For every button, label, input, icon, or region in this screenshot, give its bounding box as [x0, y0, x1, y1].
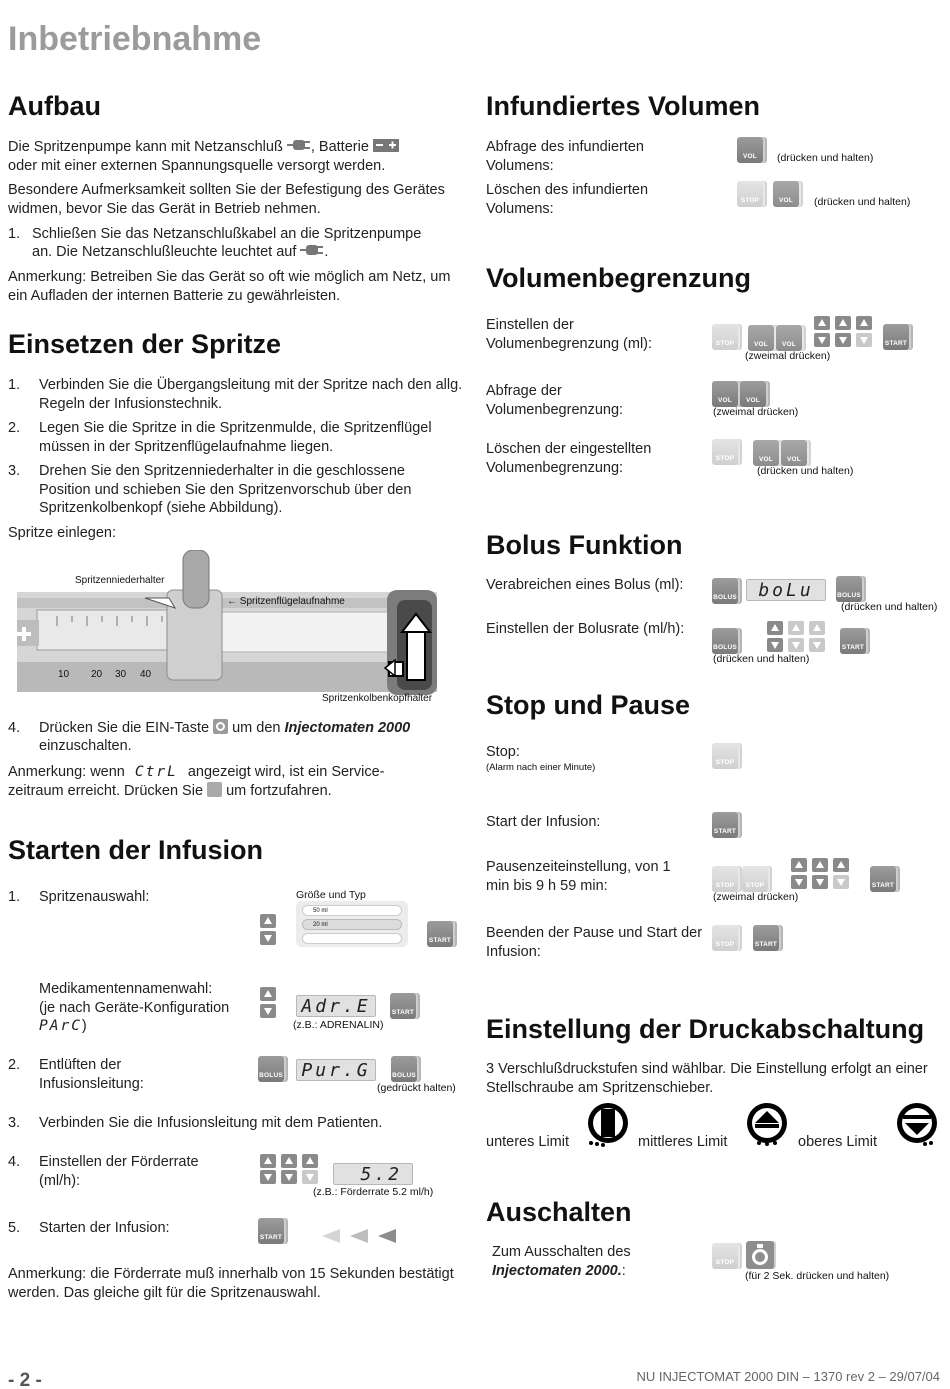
- caption: (zweimal drücken): [713, 406, 799, 418]
- bolus-einstellen-label: Einstellen der Bolusrate (ml/h):: [486, 621, 685, 637]
- aus-text-a: Zum Ausschalten des: [492, 1244, 631, 1260]
- syringe-size-panel: [296, 901, 408, 947]
- einsetzen-step-4: [8, 719, 468, 759]
- volumen-einstellen-label: Einstellen der Volumenbegrenzung (ml):: [486, 317, 653, 352]
- pressure-medium-icon: [745, 1101, 789, 1147]
- down-arrow-key[interactable]: [809, 638, 825, 652]
- volumen-loeschen-label: Löschen der eingestellten Volumenbegrenzung:: [486, 441, 652, 476]
- period: .: [324, 244, 329, 260]
- aufbau-p1b-text: , Batterie: [310, 139, 369, 155]
- pause-end-label: Beenden der Pause und Start der Infusion:: [486, 925, 703, 960]
- bolus-key[interactable]: BOLUS: [712, 628, 738, 654]
- bolus-key[interactable]: BOLUS: [391, 1056, 417, 1082]
- up-arrow-key[interactable]: [302, 1154, 318, 1168]
- vol-key[interactable]: VOL: [737, 137, 763, 163]
- caption: (drücken und halten): [814, 196, 911, 208]
- syringe-pump-illustration: [17, 550, 437, 710]
- start-infusion-label: Start der Infusion:: [486, 814, 601, 830]
- starten-step-1: [8, 888, 258, 908]
- paren: ): [81, 1018, 87, 1034]
- down-arrow-key[interactable]: [788, 638, 804, 652]
- caption: (drücken und halten): [841, 601, 938, 613]
- volumen-heading: Volumenbegrenzung: [486, 263, 752, 293]
- stop-sub-label: (Alarm nach einer Minute): [486, 762, 596, 773]
- oberes-limit-label: oberes Limit: [798, 1134, 877, 1150]
- up-arrow-key[interactable]: [788, 621, 804, 635]
- step-text: Starten der Infusion:: [39, 1220, 170, 1236]
- medikament-caption: (z.B.: ADRENALIN): [293, 1019, 384, 1031]
- start-key[interactable]: START: [753, 925, 779, 951]
- ctrl-display-text: CtrL: [134, 764, 178, 780]
- unteres-limit-label: unteres Limit: [486, 1134, 570, 1150]
- stop-key[interactable]: STOP: [712, 324, 738, 350]
- rate-display: 5.2: [333, 1163, 413, 1185]
- aufbau-paragraph-2: Besondere Aufmerksamkeit sollten Sie der Befestigung des Gerätes widmen, bevor Sie das Gerät in Betrieb nehmen.: [8, 182, 445, 217]
- start-key[interactable]: START: [870, 866, 896, 892]
- up-arrow-key[interactable]: [809, 621, 825, 635]
- running-arrows-icon: [322, 1228, 402, 1244]
- size-option-selected[interactable]: 20 ml: [302, 919, 402, 930]
- step-number: 2.: [8, 1057, 21, 1073]
- step-number: 4.: [8, 1154, 21, 1170]
- stop-heading: Stop und Pause: [486, 690, 691, 720]
- infundiert-abfrage-label: Abfrage des infundierten Volumens:: [486, 139, 644, 174]
- einsetzen-note: [8, 763, 478, 800]
- scale-label: 20: [91, 669, 103, 680]
- scale-label: 30: [115, 669, 127, 680]
- up-arrow-key[interactable]: [856, 316, 872, 330]
- down-arrow-key[interactable]: [856, 333, 872, 347]
- battery-icon: [373, 138, 399, 152]
- down-arrow-key[interactable]: [281, 1170, 297, 1184]
- page-number: - 2 -: [8, 1370, 42, 1389]
- aufbau-p1c-text: oder mit einer externen Spannungsquelle versorgt werden.: [8, 157, 386, 174]
- size-option[interactable]: 50 ml: [302, 905, 402, 916]
- aus-text: [492, 1243, 702, 1280]
- starten-heading: Starten der Infusion: [8, 835, 264, 865]
- aufbau-step-1-line-a: Schließen Sie das Netzanschlußkabel an die Spritzenpumpe: [32, 226, 422, 242]
- medik-line-a: Medikamentennamenwahl:: [39, 981, 213, 997]
- step-text: Entlüften der Infusionsleitung:: [39, 1057, 144, 1092]
- down-arrow-key[interactable]: [791, 875, 807, 889]
- start-key[interactable]: START: [427, 921, 453, 947]
- label-niederhalter: Spritzenniederhalter: [75, 575, 165, 586]
- page-title: Inbetriebnahme: [8, 20, 262, 58]
- purge-caption: (gedrückt halten): [377, 1082, 456, 1094]
- up-arrow-key[interactable]: [833, 858, 849, 872]
- aufbau-step-1-text-b: an. Die Netzanschlußleuchte leuchtet auf: [32, 244, 297, 260]
- aufbau-p1-text: Die Spritzenpumpe kann mit Netzanschluß: [8, 139, 283, 155]
- caption: (drücken und halten): [757, 465, 854, 477]
- start-key-icon: [207, 782, 222, 797]
- infundiert-loeschen-label: Löschen des infundierten Volumens:: [486, 182, 649, 217]
- bolus-verabreichen-label: Verabreichen eines Bolus (ml):: [486, 577, 684, 593]
- stop-key[interactable]: STOP: [712, 866, 738, 892]
- start-key[interactable]: START: [883, 324, 909, 350]
- stop-label: Stop:: [486, 744, 520, 760]
- down-arrow-key[interactable]: [767, 638, 783, 652]
- bolus-heading: Bolus Funktion: [486, 530, 683, 560]
- vol-key[interactable]: VOL: [753, 440, 779, 466]
- starten-note: Anmerkung: die Förderrate muß innerhalb von 15 Sekunden bestätigt werden. Das gleiche gilt für die Spritzenauswahl.: [8, 1266, 454, 1301]
- infundiert-heading: Infundiertes Volumen: [486, 91, 761, 121]
- down-arrow-key[interactable]: [812, 875, 828, 889]
- pause-label: Pausenzeiteinstellung, von 1 min bis 9 h 59 min:: [486, 859, 671, 894]
- caption: (drücken und halten): [777, 152, 874, 164]
- medikament-label: [39, 980, 259, 1036]
- stop-key[interactable]: STOP: [742, 866, 768, 892]
- down-arrow-key[interactable]: [833, 875, 849, 889]
- up-arrow-key[interactable]: [260, 987, 276, 1001]
- step-text: Verbinden Sie die Übergangsleitung mit der Spritze nach den allg. Regeln der Infusionstechnik.: [39, 377, 463, 412]
- step-text: Verbinden Sie die Infusionsleitung mit dem Patienten.: [39, 1115, 383, 1131]
- bolus-key[interactable]: BOLUS: [712, 578, 738, 604]
- start-key[interactable]: START: [390, 993, 416, 1019]
- step-4-text-a: Drücken Sie die EIN-Taste: [39, 720, 210, 736]
- parc-display-text: PArC: [39, 1018, 82, 1034]
- down-arrow-key[interactable]: [814, 333, 830, 347]
- colon: :: [621, 1262, 626, 1279]
- bolus-key[interactable]: BOLUS: [836, 576, 862, 602]
- product-name: Injectomaten 2000: [284, 720, 411, 736]
- medik-line-c: [39, 1017, 259, 1036]
- aus-heading: Auschalten: [486, 1197, 632, 1227]
- starten-step-2: [8, 1056, 258, 1096]
- up-arrow-key[interactable]: [791, 858, 807, 872]
- up-arrow-key[interactable]: [835, 316, 851, 330]
- aufbau-note: Anmerkung: Betreiben Sie das Gerät so oft wie möglich am Netz, um ein Aufladen der internen Batterie zu gewährleisten.: [8, 269, 451, 304]
- step-number: 5.: [8, 1220, 21, 1236]
- caption: (zweimal drücken): [713, 891, 799, 903]
- caption: (für 2 Sek. drücken und halten): [745, 1270, 890, 1282]
- caption: (drücken und halten): [713, 653, 810, 665]
- power-on-icon: [213, 719, 228, 734]
- medik-line-b: (je nach Geräte-Konfiguration: [39, 999, 230, 1016]
- stop-key[interactable]: STOP: [712, 925, 738, 951]
- step-4-text-b: um den: [232, 720, 281, 736]
- power-icon-stem: [757, 1244, 763, 1248]
- volumen-abfrage-label: Abfrage der Volumenbegrenzung:: [486, 383, 624, 418]
- note-text-b: angezeigt wird, ist ein Service-: [187, 764, 385, 780]
- scale-label: 10: [58, 669, 70, 680]
- caption: (zweimal drücken): [745, 350, 831, 362]
- vol-key[interactable]: VOL: [740, 381, 766, 407]
- druck-heading: Einstellung der Druckabschaltung: [486, 1014, 925, 1044]
- step-number: 3.: [8, 1115, 21, 1131]
- label-fluegel: Spritzenflügelaufnahme: [239, 596, 345, 607]
- druck-text: 3 Verschlußdruckstufen sind wählbar. Die Einstellung erfolgt an einer Stellschraube am Spritzenschieber.: [486, 1061, 928, 1096]
- start-key[interactable]: START: [712, 812, 738, 838]
- label-fluegel-wrap: ← Spritzenflügelaufnahme: [227, 596, 345, 607]
- note-text-d: um fortzufahren.: [226, 782, 332, 799]
- step-text: Spritzenauswahl:: [39, 889, 150, 905]
- down-arrow-key[interactable]: [260, 1170, 276, 1184]
- product-name: Injectomaten 2000.: [492, 1262, 622, 1279]
- power-icon: [752, 1249, 768, 1265]
- vol-key[interactable]: VOL: [773, 181, 799, 207]
- up-arrow-key[interactable]: [814, 316, 830, 330]
- up-arrow-key[interactable]: [260, 1154, 276, 1168]
- spritze-einlegen-label: Spritze einlegen:: [8, 525, 117, 541]
- aufbau-step-1: [8, 225, 468, 265]
- rate-caption: (z.B.: Förderrate 5.2 ml/h): [313, 1186, 434, 1198]
- power-key[interactable]: [746, 1241, 774, 1269]
- down-arrow-key[interactable]: [260, 931, 276, 945]
- aufbau-step-1-line-b: [32, 243, 328, 262]
- start-key[interactable]: START: [258, 1218, 284, 1244]
- up-arrow-key[interactable]: [260, 914, 276, 928]
- starten-step-4: [8, 1153, 258, 1193]
- size-option[interactable]: [302, 933, 402, 944]
- einsetzen-heading: Einsetzen der Spritze: [8, 329, 282, 359]
- purge-display: Pur.G: [296, 1059, 376, 1081]
- mains-plug-icon: [287, 138, 311, 152]
- document-id: NU INJECTOMAT 2000 DIN – 1370 rev 2 – 29/07/04: [636, 1369, 940, 1384]
- vol-key[interactable]: VOL: [781, 440, 807, 466]
- stop-key[interactable]: STOP: [712, 439, 738, 465]
- starten-step-5: [8, 1219, 258, 1239]
- step-number: 4.: [8, 720, 21, 736]
- aufbau-heading: Aufbau: [8, 91, 101, 121]
- down-arrow-key[interactable]: [260, 1004, 276, 1018]
- einsetzen-step-1: [8, 376, 463, 416]
- up-arrow-key[interactable]: [281, 1154, 297, 1168]
- scale-label: 40: [140, 669, 152, 680]
- up-arrow-key[interactable]: [812, 858, 828, 872]
- einsetzen-step-2: [8, 419, 463, 459]
- size-type-label: Größe und Typ: [296, 889, 366, 901]
- bolus-key[interactable]: BOLUS: [258, 1056, 284, 1082]
- note-text-a: Anmerkung: wenn: [8, 764, 125, 780]
- step-text: Einstellen der Förderrate (ml/h):: [39, 1154, 199, 1189]
- up-arrow-key[interactable]: [767, 621, 783, 635]
- step-4-text-c: einzuschalten.: [39, 738, 132, 754]
- step-text: Legen Sie die Spritze in die Spritzenmulde, die Spritzenflügel müssen in der Spritzenflügelaufnahme liegen.: [39, 420, 432, 455]
- step-number: 1.: [8, 226, 21, 242]
- stop-key[interactable]: STOP: [737, 181, 763, 207]
- vol-key[interactable]: VOL: [748, 325, 774, 351]
- step-number: 3.: [8, 463, 21, 479]
- stop-key[interactable]: STOP: [712, 743, 738, 769]
- down-arrow-key[interactable]: [835, 333, 851, 347]
- stop-key[interactable]: STOP: [712, 1243, 738, 1269]
- down-arrow-key[interactable]: [302, 1170, 318, 1184]
- label-kolbenkopf: Spritzenkolbenkopfhalter: [322, 693, 433, 704]
- step-text: Drehen Sie den Spritzenniederhalter in die geschlossene Position und schieben Sie den Spritzenvorschub über den Spritzenkolbenkopf (siehe Abbildung).: [39, 463, 412, 516]
- vol-key[interactable]: VOL: [776, 325, 802, 351]
- step-number: 1.: [8, 889, 21, 905]
- step-4-line-a: [39, 719, 410, 738]
- step-number: 1.: [8, 377, 21, 393]
- pressure-high-icon: [895, 1101, 939, 1147]
- mains-plug-icon: [300, 243, 324, 257]
- start-key[interactable]: START: [840, 628, 866, 654]
- bolus-display: boLu: [746, 579, 826, 601]
- aufbau-paragraph-1: [8, 138, 468, 175]
- starten-step-3: [8, 1114, 468, 1134]
- vol-key[interactable]: VOL: [712, 381, 738, 407]
- syringe-figure: [17, 550, 437, 710]
- note-text-c: zeitraum erreicht. Drücken Sie: [8, 782, 204, 799]
- mittleres-limit-label: mittleres Limit: [638, 1134, 728, 1150]
- pressure-low-icon: [586, 1101, 630, 1147]
- step-number: 2.: [8, 420, 21, 436]
- medikament-display: Adr.E: [296, 995, 376, 1017]
- einsetzen-step-3: [8, 462, 463, 520]
